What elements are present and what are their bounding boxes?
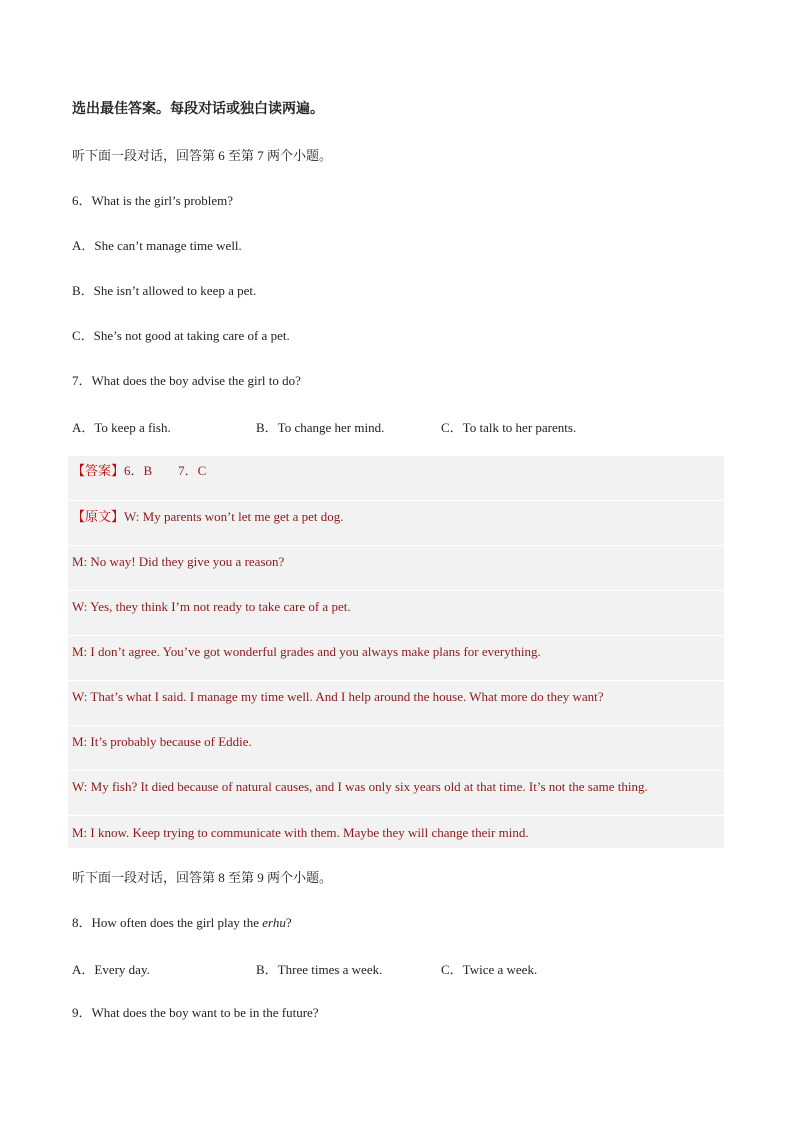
- q8-text: 8．How often does the girl play the: [72, 915, 263, 930]
- answer-text: 6．B 7．C: [124, 463, 207, 478]
- question-6: 6．What is the girl’s problem?: [72, 193, 234, 208]
- script-line-4: M: I don’t agree. You’ve got wonderful grades and you always make plans for everything.: [72, 644, 541, 659]
- script-line-3: W: Yes, they think I’m not ready to take care of a pet.: [72, 599, 351, 614]
- answer-label: 【答案】: [72, 463, 125, 478]
- script-line-5: W: That’s what I said. I manage my time well. And I help around the house. What more do they want?: [72, 689, 604, 704]
- section-title: 选出最佳答案。每段对话或独白读两遍。: [72, 102, 324, 117]
- q7-option-b: B．To change her mind.: [256, 420, 385, 435]
- script-line-8: M: I know. Keep trying to communicate with them. Maybe they will change their mind.: [72, 825, 529, 840]
- q7-option-a: A．To keep a fish.: [72, 420, 171, 435]
- group1-instruction: 听下面一段对话，回答第 6 至第 7 两个小题。: [72, 148, 333, 163]
- question-7: 7．What does the boy advise the girl to do?: [72, 373, 301, 388]
- group2-instruction: 听下面一段对话，回答第 8 至第 9 两个小题。: [72, 870, 333, 885]
- script-line-6: M: It’s probably because of Eddie.: [72, 734, 252, 749]
- script-line-7: W: My fish? It died because of natural causes, and I was only six years old at that time. It’s not the same thing.: [72, 779, 648, 794]
- question-9: 9．What does the boy want to be in the future?: [72, 1005, 319, 1020]
- answer-line: [72, 462, 206, 480]
- script-line-1: [72, 508, 344, 526]
- q6-option-a: A．She can’t manage time well.: [72, 238, 242, 253]
- script-label: 【原文】: [72, 509, 125, 524]
- q6-option-b: B．She isn’t allowed to keep a pet.: [72, 283, 257, 298]
- q8-suffix: ?: [285, 915, 292, 930]
- q8-option-c: C．Twice a week.: [441, 962, 538, 977]
- q8-italic-word: erhu: [262, 915, 286, 930]
- q8-option-a: A．Every day.: [72, 962, 150, 977]
- script-line-2: M: No way! Did they give you a reason?: [72, 554, 285, 569]
- question-8: [72, 914, 292, 932]
- q7-option-c: C．To talk to her parents.: [441, 420, 577, 435]
- q8-option-b: B．Three times a week.: [256, 962, 383, 977]
- script-text-1: W: My parents won’t let me get a pet dog.: [124, 509, 344, 524]
- q6-option-c: C．She’s not good at taking care of a pet.: [72, 328, 290, 343]
